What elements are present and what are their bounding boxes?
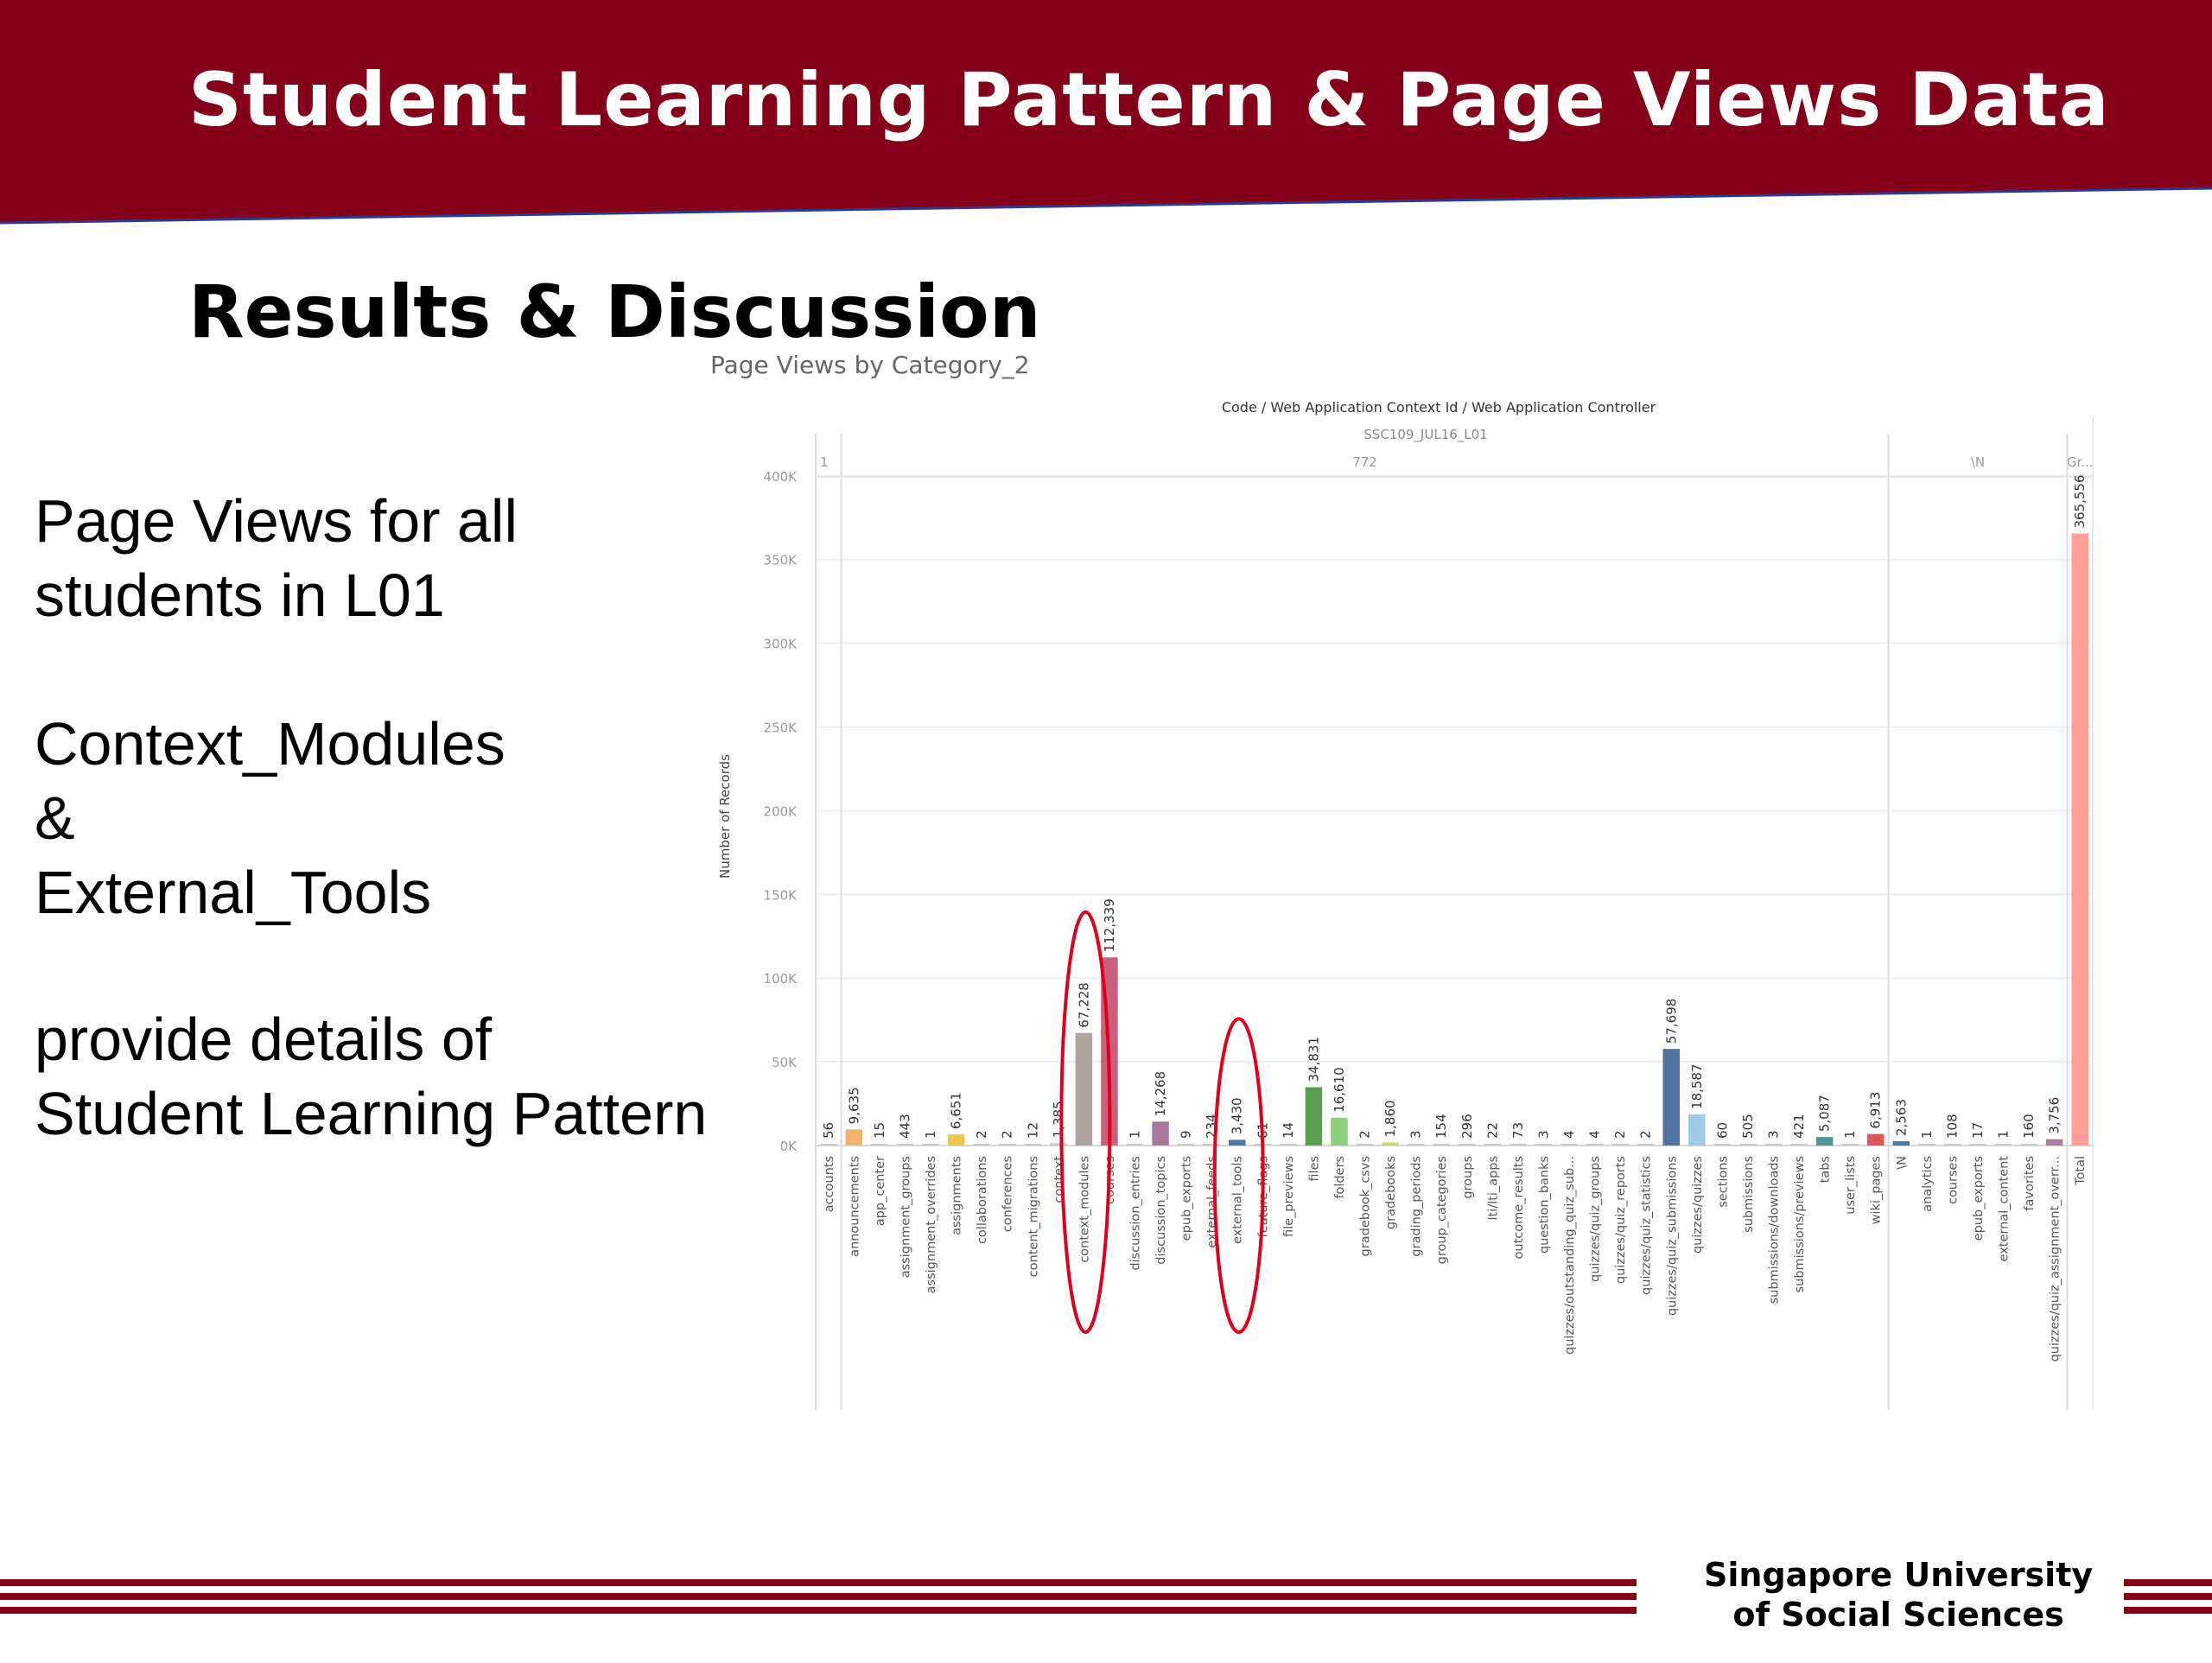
y-tick-label: 250K <box>763 720 797 736</box>
bar-value-label: 112,339 <box>1101 898 1117 953</box>
category-label: content_migrations <box>1027 1156 1041 1278</box>
left-text-line: Student Learning Pattern <box>35 1080 708 1147</box>
bar-value-label: 1 <box>1842 1130 1859 1139</box>
bar-favorites <box>2020 1144 2037 1146</box>
bar-content-migrations <box>1025 1144 1042 1146</box>
category-label: courses <box>1103 1156 1117 1205</box>
bar-epub-exports <box>1969 1144 1986 1146</box>
bar-value-label: 108 <box>1944 1114 1961 1139</box>
bar-value-label: 73 <box>1510 1121 1526 1139</box>
category-label: context <box>1052 1156 1066 1203</box>
bar-context <box>1050 1143 1067 1146</box>
category-label: groups <box>1460 1156 1475 1199</box>
bar-quizzes-quiz-submissions <box>1663 1049 1681 1146</box>
category-label: files <box>1307 1156 1322 1182</box>
category-label: discussion_topics <box>1154 1156 1169 1265</box>
bar-value-label: 296 <box>1459 1114 1475 1139</box>
bar-value-label: 160 <box>2021 1114 2037 1139</box>
bar-assignment-groups <box>897 1144 914 1146</box>
bar-value-label: 1 <box>1918 1130 1935 1139</box>
category-label: announcements <box>848 1156 862 1257</box>
bar-value-label: 365,556 <box>2072 474 2088 529</box>
category-label: assignments <box>950 1156 964 1235</box>
y-tick-label: 50K <box>772 1055 797 1071</box>
bar-value-label: 3,430 <box>1229 1097 1245 1135</box>
bar-folders <box>1331 1118 1348 1146</box>
chart-svg <box>709 397 2100 1417</box>
bar-value-label: 1 <box>1127 1130 1143 1139</box>
category-label: quizzes/quiz_statistics <box>1639 1156 1654 1295</box>
bar-quizzes-quizzes <box>1688 1114 1706 1146</box>
bar-question-banks <box>1535 1144 1553 1146</box>
bar-assignments <box>948 1134 965 1146</box>
bar-assignment-overrides <box>922 1144 939 1146</box>
category-label: epub_exports <box>1971 1156 1986 1241</box>
bar-value-label: 14 <box>1280 1121 1296 1139</box>
bar-value-label: 14,268 <box>1153 1070 1169 1117</box>
bar-value-label: 6,913 <box>1867 1091 1884 1129</box>
category-label: quizzes/quiz_reports <box>1614 1156 1629 1285</box>
bar-value-label: 3 <box>1408 1130 1424 1139</box>
category-label: quizzes/quiz_groups <box>1588 1156 1603 1282</box>
category-label: analytics <box>1920 1156 1935 1212</box>
category-label: quizzes/outstanding_quiz_sub... <box>1563 1156 1578 1355</box>
category-label: lti/lti_apps <box>1486 1156 1501 1221</box>
category-label: submissions/downloads <box>1767 1156 1782 1304</box>
category-label: quizzes/quiz_assignment_overr... <box>2048 1156 2063 1362</box>
bar-value-label: 234 <box>1204 1114 1220 1139</box>
category-label: external_tools <box>1230 1156 1245 1244</box>
chart-header-code: SSC109_JUL16_L01 <box>1363 427 1488 442</box>
bar-discussion-entries <box>1127 1144 1144 1146</box>
category-label: question_banks <box>1537 1156 1552 1254</box>
bar-value-label: 1 <box>1995 1130 2012 1139</box>
bar-announcements <box>846 1129 863 1146</box>
bar-user-lists <box>1841 1144 1859 1146</box>
bar-value-label: 9 <box>1178 1130 1194 1139</box>
category-label: tabs <box>1818 1156 1833 1184</box>
bar-value-label: 2,563 <box>1893 1099 1910 1137</box>
bar-sections <box>1714 1144 1732 1146</box>
bar-value-label: 15 <box>871 1121 887 1139</box>
bar-value-label: 22 <box>1484 1121 1501 1139</box>
bar-value-label: 1 <box>923 1130 939 1139</box>
bar-value-label: 421 <box>1791 1114 1808 1139</box>
y-tick-label: 350K <box>763 552 797 568</box>
y-tick-label: 200K <box>763 803 797 820</box>
bar-wiki-pages <box>1867 1134 1885 1146</box>
category-label: sections <box>1716 1156 1731 1208</box>
left-text-line: & <box>35 784 75 852</box>
bar-file-previews <box>1280 1144 1297 1146</box>
left-text-line: Page Views for all <box>35 487 518 555</box>
bar-value-label: 505 <box>1739 1114 1756 1139</box>
chart-header-label: Code / Web Application Context Id / Web Application Controller <box>1221 399 1656 416</box>
category-label: group_categories <box>1435 1156 1450 1265</box>
category-label: accounts <box>822 1156 836 1213</box>
left-text-line: provide details of <box>35 1006 493 1073</box>
bar-value-label: 6,651 <box>948 1092 964 1130</box>
y-axis-title: Number of Records <box>717 754 733 879</box>
bar-value-label: 67,228 <box>1076 982 1092 1028</box>
category-label: user_lists <box>1844 1156 1859 1215</box>
bar-quizzes-outstanding-quiz-sub- <box>1560 1144 1578 1146</box>
logo-line: Singapore University <box>1704 1556 2094 1594</box>
bar-total <box>2071 534 2088 1146</box>
category-label: outcome_results <box>1511 1156 1526 1260</box>
bar-value-label: 2 <box>1637 1130 1654 1139</box>
pane-header-label: Gr... <box>2066 454 2094 470</box>
bar-lti-lti-apps <box>1484 1144 1502 1146</box>
pane-header-label: \N <box>1970 454 1986 470</box>
category-label: conferences <box>1001 1156 1015 1233</box>
bar-courses <box>1944 1144 1961 1146</box>
bar-value-label: 2 <box>974 1130 990 1139</box>
bar-value-label: 56 <box>820 1121 836 1139</box>
bar--n <box>1893 1141 1910 1146</box>
page-views-chart <box>709 397 2100 1417</box>
bar-value-label: 57,698 <box>1663 998 1680 1044</box>
bar-app-center <box>871 1144 888 1146</box>
category-label: assignment_overrides <box>925 1156 939 1294</box>
y-tick-label: 0K <box>779 1139 797 1154</box>
category-label: courses <box>1946 1156 1961 1205</box>
bar-groups <box>1459 1144 1476 1146</box>
bar-quizzes-quiz-groups <box>1586 1144 1604 1146</box>
section-title: Results & Discussion <box>188 270 1041 354</box>
category-label: context_modules <box>1077 1156 1092 1263</box>
bar-conferences <box>999 1144 1016 1146</box>
category-label: favorites <box>2023 1156 2037 1211</box>
bar-value-label: 2 <box>1357 1130 1373 1139</box>
left-text-line: External_Tools <box>35 859 432 926</box>
category-label: app_center <box>873 1156 887 1227</box>
bar-external-tools <box>1229 1139 1246 1146</box>
bar-quizzes-quiz-reports <box>1611 1144 1629 1146</box>
bar-submissions <box>1739 1144 1757 1146</box>
bar-value-label: 17 <box>1969 1121 1986 1139</box>
y-tick-label: 300K <box>763 636 797 652</box>
bar-files <box>1306 1087 1323 1146</box>
category-label: submissions <box>1741 1156 1756 1233</box>
category-label: quizzes/quizzes <box>1690 1156 1705 1254</box>
bar-tabs <box>1816 1137 1834 1146</box>
left-text-line: Context_Modules <box>35 710 505 778</box>
bar-value-label: 4 <box>1561 1130 1578 1139</box>
category-label: grading_periods <box>1409 1156 1424 1257</box>
bar-gradebook-csvs <box>1357 1144 1374 1146</box>
bar-discussion-topics <box>1152 1121 1169 1146</box>
bar-value-label: 154 <box>1433 1114 1450 1139</box>
bar-context-modules <box>1076 1033 1093 1146</box>
bar-value-label: 443 <box>897 1114 913 1139</box>
bar-value-label: 3 <box>1765 1130 1782 1139</box>
bar-value-label: 34,831 <box>1306 1036 1322 1082</box>
bar-analytics <box>1918 1144 1936 1146</box>
bar-value-label: 61 <box>1255 1121 1271 1139</box>
category-label: quizzes/quiz_submissions <box>1665 1156 1680 1317</box>
bar-value-label: 2 <box>999 1130 1015 1139</box>
bar-value-label: 1,385 <box>1050 1101 1066 1139</box>
bar-value-label: 5,087 <box>1816 1095 1833 1133</box>
category-label: submissions/previews <box>1793 1156 1808 1293</box>
slide-title: Student Learning Pattern & Page Views Data <box>188 57 2110 143</box>
bar-value-label: 12 <box>1025 1121 1041 1139</box>
category-label: external_feeds <box>1205 1156 1220 1248</box>
category-label: \N <box>1895 1156 1910 1170</box>
bar-external-feeds <box>1203 1144 1220 1146</box>
bar-value-label: 1,860 <box>1382 1100 1399 1138</box>
pane-header-label: 1 <box>820 454 829 470</box>
bar-collaborations <box>973 1144 990 1146</box>
university-logo <box>1704 1555 2093 1634</box>
bar-value-label: 3 <box>1535 1130 1552 1139</box>
category-label: epub_exports <box>1179 1156 1194 1241</box>
category-label: wiki_pages <box>1869 1156 1884 1225</box>
category-label: gradebooks <box>1384 1156 1399 1230</box>
category-label: file_previews <box>1281 1156 1296 1238</box>
bar-value-label: 2 <box>1612 1130 1629 1139</box>
bar-submissions-previews <box>1790 1144 1808 1146</box>
category-label: discussion_entries <box>1128 1156 1143 1271</box>
y-tick-label: 400K <box>763 468 797 485</box>
bar-submissions-downloads <box>1765 1144 1783 1146</box>
category-label: folders <box>1332 1156 1347 1199</box>
bar-quizzes-quiz-assignment-overr- <box>2046 1139 2063 1146</box>
category-label: collaborations <box>976 1156 990 1245</box>
bar-value-label: 3,756 <box>2046 1096 2063 1134</box>
bar-outcome-results <box>1510 1144 1527 1146</box>
bar-value-label: 4 <box>1586 1130 1603 1139</box>
chart-title: Page Views by Category_2 <box>710 351 1030 379</box>
logo-line: of Social Sciences <box>1732 1596 2064 1634</box>
y-tick-label: 100K <box>763 971 797 987</box>
bar-group-categories <box>1433 1144 1450 1146</box>
category-label: feature_flags <box>1256 1156 1271 1238</box>
pane-header-label: 772 <box>1352 454 1377 470</box>
bar-value-label: 9,635 <box>846 1087 862 1125</box>
y-tick-label: 150K <box>763 887 797 904</box>
bar-value-label: 60 <box>1714 1121 1731 1139</box>
bar-external-content <box>1995 1144 2012 1146</box>
bar-epub-exports <box>1178 1144 1195 1146</box>
category-label: external_content <box>1997 1156 2012 1262</box>
bar-quizzes-quiz-statistics <box>1637 1144 1655 1146</box>
bar-gradebooks <box>1382 1142 1399 1146</box>
category-label: assignment_groups <box>899 1156 913 1279</box>
category-label: gradebook_csvs <box>1358 1156 1373 1257</box>
category-label: Total <box>2074 1156 2088 1185</box>
bar-accounts <box>820 1144 837 1146</box>
left-text-line: students in L01 <box>35 562 445 629</box>
bar-value-label: 18,587 <box>1688 1063 1705 1109</box>
bar-grading-periods <box>1408 1144 1425 1146</box>
bar-value-label: 16,610 <box>1331 1067 1347 1113</box>
